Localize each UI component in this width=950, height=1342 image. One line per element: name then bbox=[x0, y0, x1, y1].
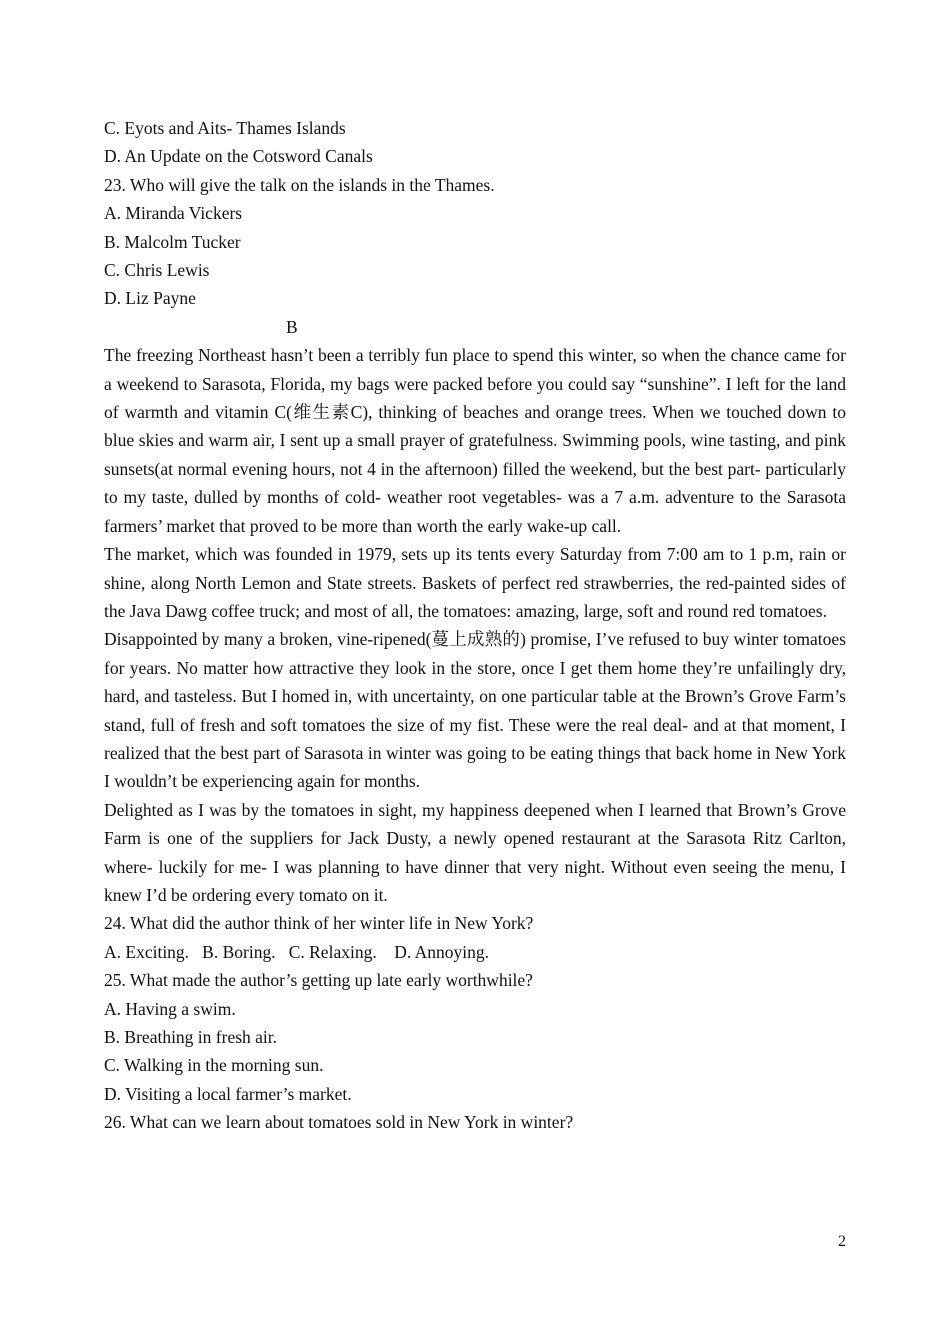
q25-option-c: C. Walking in the morning sun. bbox=[104, 1055, 324, 1076]
passage-paragraph-2: The market, which was founded in 1979, sets up its tents every Saturday from 7:00 am to 1 p.m, rain or shine, along North Lemon and State streets. Baskets of perfect red strawberries, the red-painted sides of the Java Dawg coffee truck; and most of all, the tomatoes: amazing, large, soft and round red tomatoes. bbox=[104, 544, 846, 621]
passage-paragraph-3: Disappointed by many a broken, vine-ripened(蔓上成熟的) promise, I’ve refused to buy winter tomatoes for years. No matter how attractive they look in the store, once I get them home they’re unfailingly dry, hard, and tasteless. But I homed in, with uncertainty, on one particular table at the Brown’s Grove Farm’s stand, full of fresh and soft tomatoes the size of my fist. These were the real deal- and at that moment, I realized that the best part of Sarasota in winter was going to be eating things that back home in New York I wouldn’t be experiencing again for months. bbox=[104, 629, 846, 792]
q25-option-a: A. Having a swim. bbox=[104, 998, 236, 1019]
page-number: 2 bbox=[838, 1233, 846, 1250]
q24-options: A. Exciting. B. Boring. C. Relaxing. D. Annoying. bbox=[104, 941, 489, 962]
section-label: B bbox=[286, 316, 298, 337]
q22-option-d: D. An Update on the Cotsword Canals bbox=[104, 146, 373, 167]
q23-option-c: C. Chris Lewis bbox=[104, 260, 210, 281]
passage-paragraph-1: The freezing Northeast hasn’t been a terribly fun place to spend this winter, so when the chance came for a weekend to Sarasota, Florida, my bags were packed before you could say “sunshine”. I left for the land of warmth and vitamin C(维生素C), thinking of beaches and orange trees. When we touched down to blue skies and warm air, I sent up a small prayer of gratefulness. Swimming pools, wine tasting, and pink sunsets(at normal evening hours, not 4 in the afternoon) filled the weekend, but the best part- particularly to my taste, dulled by months of cold- weather root vegetables- was a 7 a.m. adventure to the Sarasota farmers’ market that proved to be more than worth the early wake-up call. bbox=[104, 345, 846, 536]
q25-question: 25. What made the author’s getting up late early worthwhile? bbox=[104, 970, 533, 991]
q23-option-a: A. Miranda Vickers bbox=[104, 203, 243, 224]
passage-paragraph-4: Delighted as I was by the tomatoes in sight, my happiness deepened when I learned that Brown’s Grove Farm is one of the suppliers for Jack Dusty, a newly opened restaurant at the Sarasota Ritz Carlton, where- luckily for me- I was planning to have dinner that very night. Without even seeing the menu, I knew I’d be ordering every tomato on it. bbox=[104, 799, 846, 905]
q25-option-d: D. Visiting a local farmer’s market. bbox=[104, 1083, 352, 1104]
q25-option-b: B. Breathing in fresh air. bbox=[104, 1027, 278, 1047]
q23-option-d: D. Liz Payne bbox=[104, 288, 196, 309]
page-content bbox=[104, 114, 846, 1137]
q22-option-c: C. Eyots and Aits- Thames Islands bbox=[104, 118, 346, 138]
q24-question: 24. What did the author think of her winter life in New York? bbox=[104, 913, 534, 934]
q23-question: 23. Who will give the talk on the islands in the Thames. bbox=[104, 174, 495, 195]
q23-option-b: B. Malcolm Tucker bbox=[104, 231, 241, 252]
q26-question: 26. What can we learn about tomatoes sold in New York in winter? bbox=[104, 1112, 574, 1133]
